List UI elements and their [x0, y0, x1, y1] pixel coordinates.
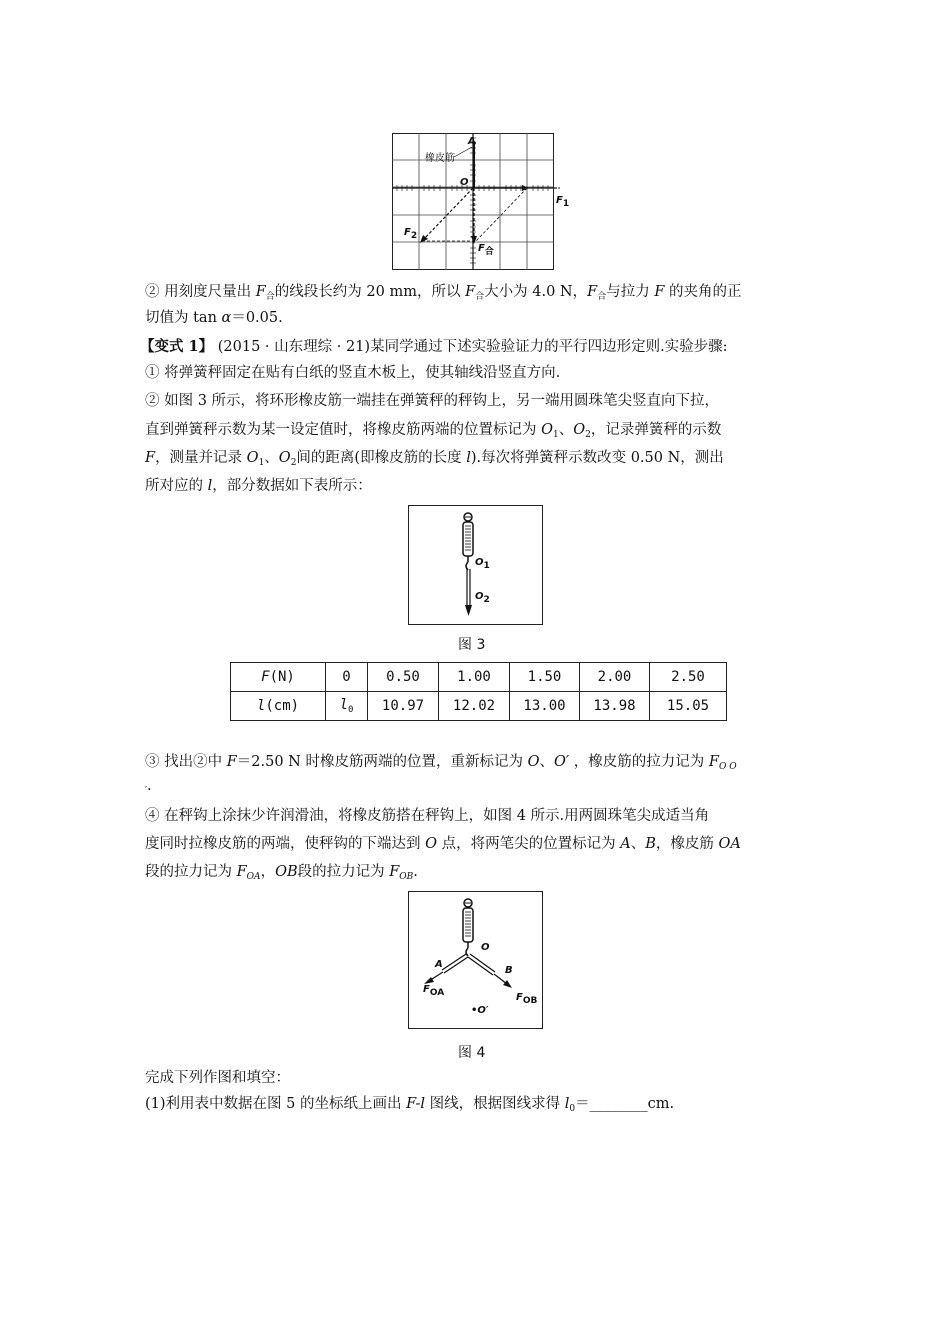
text-line-13: 段的拉力记为 $F_{OA}$，OB段的拉力记为 $F_{OB}$.	[145, 864, 418, 882]
table-cell: 2.00	[580, 663, 650, 692]
label-F-he: $F_合$	[478, 243, 494, 257]
table-cell: 1.00	[439, 663, 510, 692]
label-O2: $O_2$	[475, 591, 490, 605]
label-A: A	[468, 136, 476, 147]
table-cell: 0.50	[368, 663, 439, 692]
label-rubber-band: 橡皮筋	[425, 153, 455, 164]
label-F1: $F_1$	[556, 195, 570, 209]
label-F-OB: $F_{OB}$	[516, 992, 538, 1006]
text-line-6: 直到弹簧秤示数为某一设定值时，将橡皮筋两端的位置标记为 $O_1$、$O_2$，记录弹簧秤的示数	[145, 422, 722, 440]
table-cell: 15.05	[650, 692, 727, 721]
table-cell: 13.00	[510, 692, 580, 721]
label-O: O	[460, 177, 469, 188]
label-O-prime: •O′	[471, 1005, 489, 1016]
text-line-15: (1)利用表中数据在图 5 的坐标纸上画出 F-l 图线，根据图线求得 $l_0=\_\_\_\_\_\_\_\_cm$.	[145, 1096, 675, 1114]
table-cell: 2.50	[650, 663, 727, 692]
figure-4	[408, 891, 543, 1029]
text-line-4: ① 将弹簧秤固定在贴有白纸的竖直木板上，使其轴线沿竖直方向.	[145, 365, 561, 381]
label-F-OA: $F_{OA}$	[423, 984, 445, 998]
label-A: A	[435, 959, 443, 970]
table-cell: 12.02	[439, 692, 510, 721]
figure-3	[408, 505, 543, 625]
table-cell: 1.50	[510, 663, 580, 692]
figure-4-caption: 图 4	[458, 1045, 486, 1061]
text-line-11: ④ 在秤钩上涂抹少许润滑油，将橡皮筋搭在秤钩上，如图 4 所示.用两圆珠笔尖成适当角	[145, 808, 710, 824]
text-line-14: 完成下列作图和填空：	[145, 1070, 290, 1086]
label-F2: $F_2$	[404, 227, 418, 241]
force-grid-figure	[392, 133, 572, 273]
table-cell: 13.98	[580, 692, 650, 721]
table-cell: 10.97	[368, 692, 439, 721]
text-line-5: ② 如图 3 所示，将环形橡皮筋一端挂在弹簧秤的秤钩上，另一端用圆珠笔尖竖直向下拉，	[145, 393, 720, 409]
text-line-12: 度同时拉橡皮筋的两端，使秤钩的下端达到 O 点，将两笔尖的位置标记为 A、B，橡皮筋 OA	[145, 836, 741, 852]
table-cell: 0	[326, 663, 368, 692]
text-line-3: 【变式 1】 (2015 · 山东理综 · 21)某同学通过下述实验验证力的平行四边形定则.实验步骤:	[140, 338, 728, 355]
data-table	[230, 662, 727, 721]
label-O1: $O_1$	[475, 557, 490, 571]
text-line-1: ② 用刻度尺量出 $F_合$的线段长约为 20 mm，所以 $F_合$大小为 4.0 N，$F_合$与拉力 F 的夹角的正	[145, 284, 742, 302]
figure-3-caption: 图 3	[458, 637, 486, 653]
table-header-l: l(cm)	[231, 692, 326, 721]
table-row-F	[231, 663, 727, 692]
text-line-8: 所对应的 l，部分数据如下表所示：	[145, 478, 372, 494]
table-header-F: F(N)	[231, 663, 326, 692]
table-row-l	[231, 692, 727, 721]
text-line-2: 切值为 tan α＝0.05.	[145, 310, 283, 326]
label-O: O	[481, 942, 490, 953]
text-line-7: F，测量并记录 $O_1$、$O_2$间的距离(即橡皮筋的长度 l).每次将弹簧秤示数改变 0.50 N，测出	[145, 450, 724, 468]
label-B: B	[505, 965, 513, 976]
text-line-9: ③ 找出②中 F＝2.50 N 时橡皮筋两端的位置，重新标记为 O、O′ ，橡皮筋的拉力记为 $F_{O O}$	[145, 754, 737, 772]
text-line-10: $'$.	[145, 778, 152, 796]
table-cell: $l_0$	[326, 692, 368, 721]
